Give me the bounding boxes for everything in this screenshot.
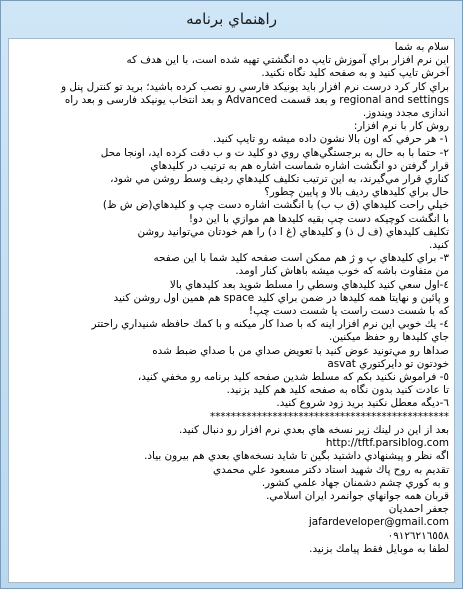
help-line: تقديم به روح پاك شهيد استاد دكتر مسعود علي محمدي	[212, 463, 449, 476]
author-email[interactable]: jafardeveloper@gmail.com	[308, 516, 449, 529]
help-line: ٤- يك خوبي اين نرم افزار اينه كه با صدا كار ميكنه و با كمك حافظه شنيداري راحتتر	[91, 318, 449, 331]
help-line: كنيد.	[429, 239, 449, 252]
help-line: حال براي كليدهاي رديف بالا و پايين چطور؟	[264, 186, 449, 199]
help-line: ٥- فراموش نكنيد بكم كه مسلط شدين صفحه كليد برنامه رو مخفي كنيد،	[137, 371, 449, 384]
help-text	[9, 39, 454, 556]
help-line: ١- هر حرفي كه اون بالا نشون داده ميشه رو تايپ كنيد.	[212, 133, 449, 146]
help-line: براي كار كرد درست نرم افزار بايد يونيكد فارسي رو نصب كرده باشيد؛ برید تو کنترل پنل و	[61, 80, 449, 93]
help-line: آخرش تايپ كنيد و به صفحه كليد نگاه نكنيد.	[261, 67, 449, 80]
help-line: سلام به شما	[394, 41, 449, 53]
help-line: قرار گرفتن دو انگشت اشاره شماست اشاره هم به ترتيب در كليدهاي	[150, 159, 449, 172]
help-line: اگه نظر و پيشنهادي داشتيد بگين تا شايد نسخه‌هاي بعدي هم بيرون بياد.	[144, 450, 449, 463]
help-line: ٦-ديگه معطل نكنيد بريد زود شروع كنيد.	[276, 397, 449, 410]
author-phone: ٠٩١٢٦٢١٦٥٥٨	[387, 529, 449, 542]
help-line: صداها رو مي‌تونيد عوض كنيد با تعويض صداي من با صداي ضبط شده	[152, 344, 449, 357]
help-line: اين نرم افزار براي آموزش تايپ ده انگشتي تهيه شده است، با اين هدف كه	[126, 54, 449, 67]
help-line: ٤-اول سعي كنيد كليدهاي وسطي را مسلط شويد بعد كليدهاي بالا	[169, 278, 449, 291]
help-line: خودتون تو دايركتوري asvat	[327, 357, 449, 370]
author-name: جعفر احمديان	[388, 503, 449, 516]
title-bar[interactable]	[1, 1, 462, 37]
help-line: جاي كليدها رو حفظ ميكنين.	[328, 331, 449, 344]
help-line: بعد از اين در لينك زير نسخه هاي بعدي نرم افزار رو دنبال كنيد.	[178, 423, 449, 436]
help-line: و پائين و نهايتا همه كليدها در ضمن براي كليد space هم همين اول روشن كنيد	[113, 291, 449, 304]
help-text-area[interactable]	[8, 38, 455, 583]
help-line: regional and settings و بعد قسمت Advanced و بعد انتخاب یونیکد فارسی و بعد راه	[64, 93, 449, 106]
help-line: ٣- براي كليدهاي پ و ژ هم ممكن است صفحه كليد شما با اين صفحه	[153, 252, 449, 265]
help-line: و به كوري چشم دشمنان جهاد علمي كشور.	[261, 476, 449, 489]
help-line: كه با شست دست راست يا شست دست چپ!	[248, 305, 449, 318]
help-line: قربان همه جوانهاي جوانمرد ايران اسلامي.	[266, 489, 449, 502]
help-line: ٢- حتما با به حال به برجستگي‌هاي روي دو كليد ت و ب دقت كرده ايد، اونجا محل	[100, 146, 449, 159]
website-link[interactable]: http://tftf.parsiblog.com	[325, 437, 449, 450]
help-line: من متفاوت باشه كه خوب ميشه باهاش كنار اومد.	[235, 265, 449, 278]
help-line: با انگشت كوچيكه دست چپ بقيه كليدها هم موازي با اين دو!	[188, 212, 449, 225]
help-line: روش كار با نرم افزار:	[353, 120, 449, 133]
help-line: كناري قرار مي‌گيرند، به اين ترتيب تكليف كليدهاي رديف وسط روشن مي شود،	[110, 173, 449, 186]
help-line: اندازی مجدد ويندوز.	[362, 107, 449, 120]
help-line: تكليف كليدهاي (ف ل ذ) و كليدهاي (غ ا د) را هم خودتان مي‌توانيد روشن	[137, 225, 449, 238]
help-line: خيلي راحت كليدهاي (ق ب ب) با انگشت اشاره دست چپ و كليدهاي(ض ش ظ)	[102, 199, 449, 212]
help-line: تا عادت كنيد بدون نگاه به صفحه كليد هم كليد بزنيد.	[226, 384, 449, 397]
window-title: راهنماي برنامه	[186, 10, 277, 28]
separator-line: **********************************************	[210, 410, 449, 423]
help-line: لطفا به موبايل فقط پيامك بزنيد.	[309, 542, 449, 555]
